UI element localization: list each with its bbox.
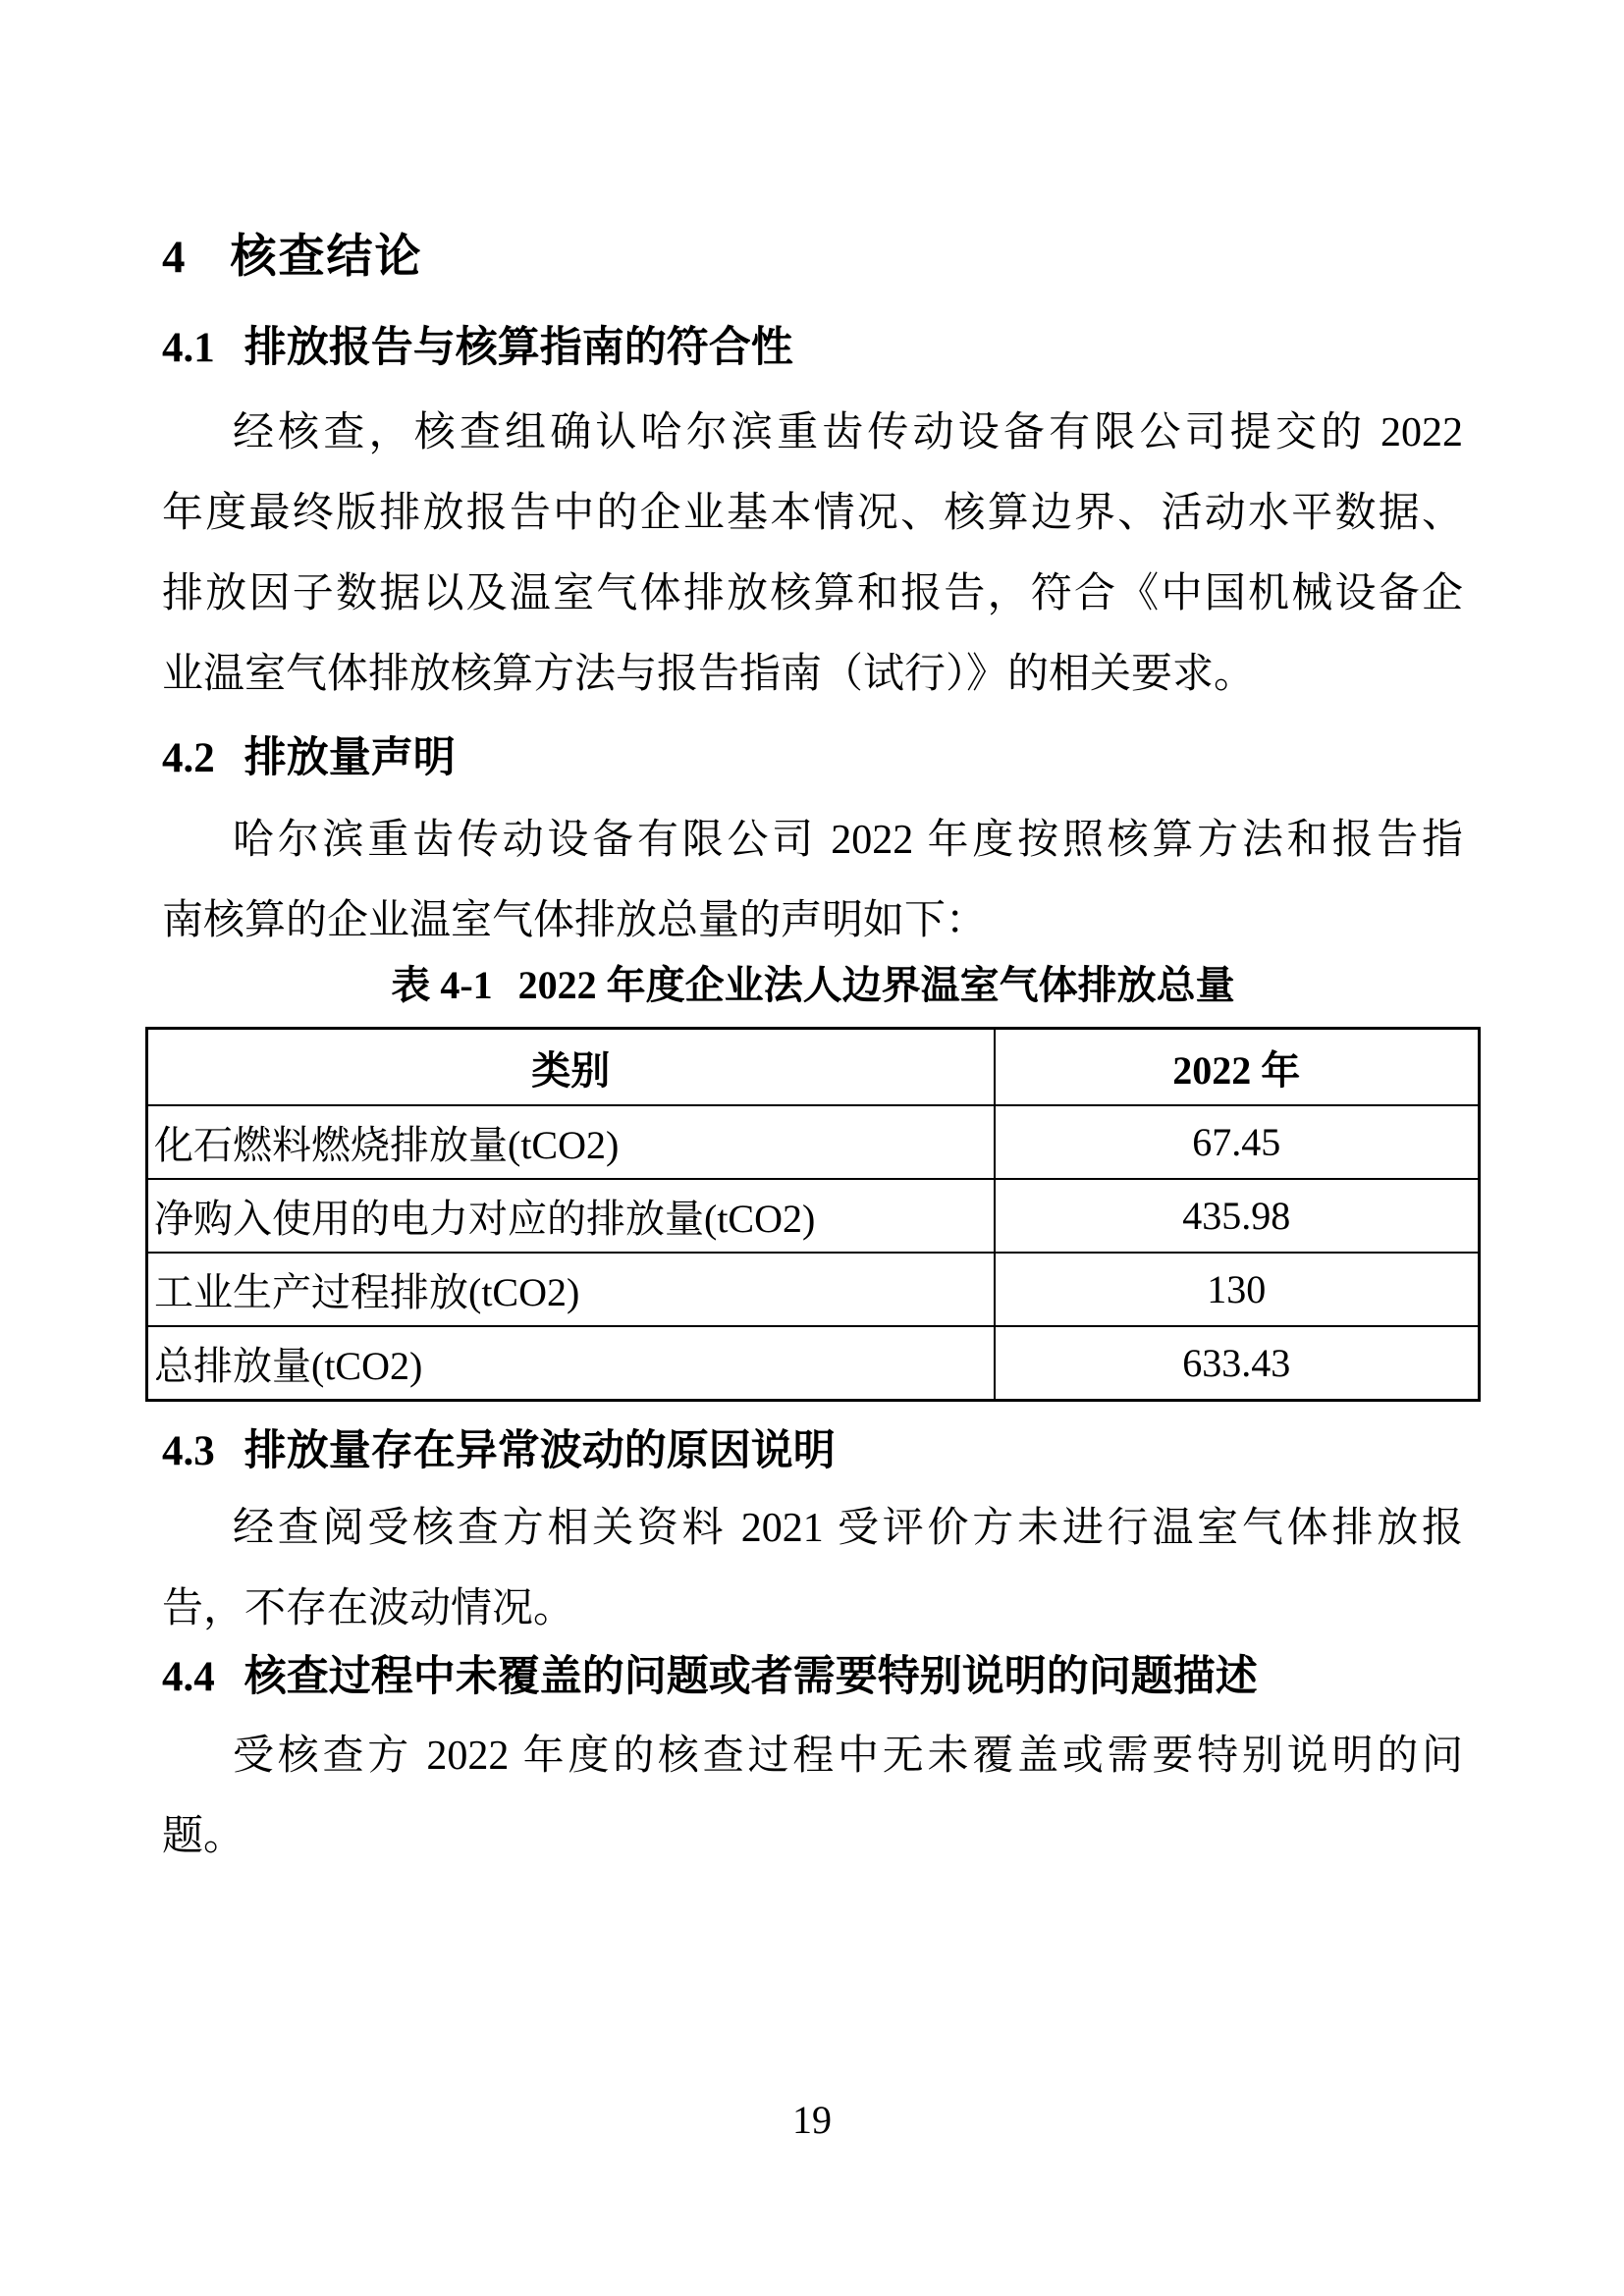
section-title-4-2: 排放量声明 xyxy=(244,735,456,781)
table-cell-category: 总排放量(tCO2) xyxy=(147,1326,995,1401)
paragraph-line: 经查阅受核查方相关资料 2021 受评价方未进行温室气体排放报 xyxy=(233,1506,1463,1551)
section-heading-4-2 xyxy=(162,724,456,784)
paragraph-4-3 xyxy=(162,1488,1463,1649)
table-header-category: 类别 xyxy=(147,1029,995,1106)
paragraph-line: 业温室气体排放核算方法与报告指南（试行）》的相关要求。 xyxy=(162,652,1256,697)
emissions-table xyxy=(145,1027,1481,1402)
table-caption xyxy=(145,954,1481,1010)
section-title-4-3: 排放量存在异常波动的原因说明 xyxy=(244,1428,836,1474)
table-row xyxy=(147,1179,1480,1253)
paragraph-4-1 xyxy=(162,393,1463,715)
section-heading-4-3 xyxy=(162,1417,836,1477)
paragraph-line: 哈尔滨重齿传动设备有限公司 2022 年度按照核算方法和报告指 xyxy=(233,818,1463,863)
table-cell-value: 435.98 xyxy=(995,1179,1480,1253)
section-title-4-1: 排放报告与核算指南的符合性 xyxy=(244,325,793,371)
section-number-4-4: 4.4 xyxy=(162,1654,215,1700)
chapter-number: 4 xyxy=(162,232,188,283)
section-heading-4-4 xyxy=(162,1643,1258,1703)
section-number-4-1: 4.1 xyxy=(162,325,215,371)
table-header-year: 2022 年 xyxy=(995,1029,1480,1106)
chapter-heading xyxy=(162,220,423,286)
paragraph-line: 经核查，核查组确认哈尔滨重齿传动设备有限公司提交的 2022 xyxy=(233,410,1463,455)
table-cell-value: 633.43 xyxy=(995,1326,1480,1401)
paragraph-line: 南核算的企业温室气体排放总量的声明如下： xyxy=(162,898,988,943)
table-cell-value: 130 xyxy=(995,1253,1480,1326)
section-number-4-3: 4.3 xyxy=(162,1428,215,1474)
table-cell-category: 净购入使用的电力对应的排放量(tCO2) xyxy=(147,1179,995,1253)
section-heading-4-1 xyxy=(162,314,793,374)
table-row xyxy=(147,1105,1480,1179)
paragraph-4-4 xyxy=(162,1716,1463,1877)
paragraph-line: 受核查方 2022 年度的核查过程中无未覆盖或需要特别说明的问 xyxy=(233,1734,1463,1779)
table-header-row xyxy=(147,1029,1480,1106)
table-cell-category: 化石燃料燃烧排放量(tCO2) xyxy=(147,1105,995,1179)
table-caption-title: 2022 年度企业法人边界温室气体排放总量 xyxy=(517,963,1235,1007)
paragraph-line: 排放因子数据以及温室气体排放核算和报告，符合《中国机械设备企 xyxy=(162,571,1463,616)
table-row xyxy=(147,1253,1480,1326)
paragraph-line: 告，不存在波动情况。 xyxy=(162,1586,575,1631)
table-caption-label: 表 4-1 xyxy=(391,963,493,1007)
page-number: 19 xyxy=(792,2098,832,2142)
paragraph-4-2 xyxy=(162,800,1463,961)
table-row xyxy=(147,1326,1480,1401)
chapter-title: 核查结论 xyxy=(230,232,423,283)
table-cell-category: 工业生产过程排放(tCO2) xyxy=(147,1253,995,1326)
table-cell-value: 67.45 xyxy=(995,1105,1480,1179)
paragraph-line: 题。 xyxy=(162,1814,245,1859)
section-title-4-4: 核查过程中未覆盖的问题或者需要特别说明的问题描述 xyxy=(244,1654,1258,1700)
paragraph-line: 年度最终版排放报告中的企业基本情况、核算边界、活动水平数据、 xyxy=(162,491,1463,536)
section-number-4-2: 4.2 xyxy=(162,735,215,781)
